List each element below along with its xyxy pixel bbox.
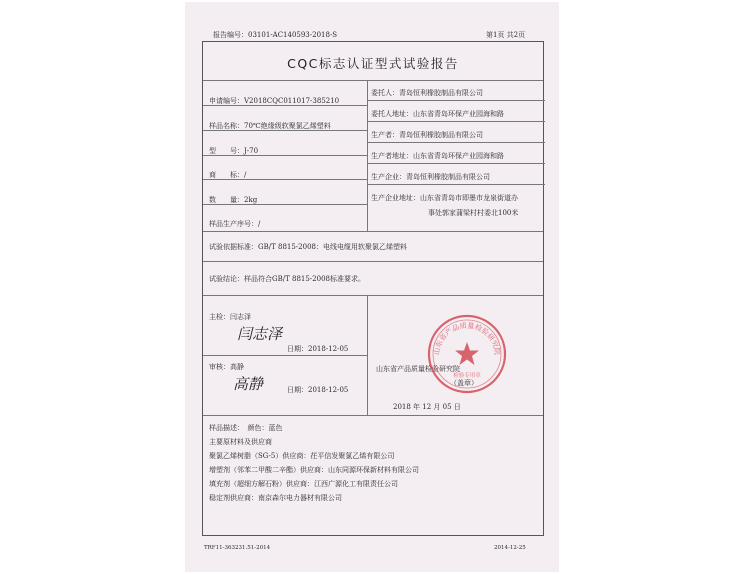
official-seal xyxy=(426,313,508,395)
sample-color: 样品描述： 颜色：蓝色 xyxy=(209,424,283,432)
rule-conclusion xyxy=(203,295,543,296)
rule-title xyxy=(203,80,543,81)
rule-approval-mid xyxy=(203,355,367,356)
rule-right-4 xyxy=(367,163,545,164)
rule-right-1 xyxy=(367,100,545,101)
page-number: 第1页 共2页 xyxy=(486,31,526,39)
supplier-stabilizer: 稳定剂供应商：南京森尔电力器材有限公司 xyxy=(209,494,342,502)
sample-quantity: 数 量：2kg xyxy=(209,196,258,204)
producer-address: 生产者地址：山东省青岛环保产业园海和路 xyxy=(371,152,504,160)
test-standard: 试验依据标准：GB/T 8815-2008：电线电缆用软聚氯乙烯塑料 xyxy=(209,243,407,251)
rule-info xyxy=(203,231,543,232)
seal-note: （盖章） xyxy=(450,379,478,387)
client: 委托人：青岛恒利橡胶制品有限公司 xyxy=(371,89,483,97)
factory-address-cont: 事处郭家蒲梁村村委北100米 xyxy=(428,209,519,217)
sample-model: 型 号：J-70 xyxy=(209,147,259,155)
sample-trademark: 商 标：/ xyxy=(209,171,247,179)
chief-date: 日期：2018-12-05 xyxy=(287,345,349,353)
report-form xyxy=(202,41,544,536)
rule-right-3 xyxy=(367,142,545,143)
seal-subtext: 检验专用章 xyxy=(453,373,481,379)
sample-serial: 样品生产序号：/ xyxy=(209,220,261,228)
materials-heading: 主要原材料及供应商 xyxy=(209,438,272,446)
chief-signature: 闫志泽 xyxy=(237,325,283,343)
issue-date: 2018 年 12 月 05 日 xyxy=(393,403,461,411)
factory-address: 生产企业地址：山东省青岛市即墨市龙泉街道办 xyxy=(371,194,518,202)
reviewer-signature: 高静 xyxy=(233,375,264,393)
report-title: CQC标志认证型式试验报告 xyxy=(287,56,459,71)
chief-inspector: 主检：闫志泽 xyxy=(209,313,251,321)
rule-approval xyxy=(203,415,543,416)
issuing-institute: 山东省产品质量检验研究院 xyxy=(376,365,460,373)
reviewer-date: 日期：2018-12-05 xyxy=(287,386,349,394)
seal-star-icon xyxy=(455,342,479,365)
test-conclusion: 试验结论：样品符合GB/T 8815-2008标准要求。 xyxy=(209,275,365,283)
supplier-plasticizer: 增塑剂（邻苯二甲酸二辛酯）供应商：山东同源环保新材料有限公司 xyxy=(209,466,419,474)
rule-right-2 xyxy=(367,121,545,122)
report-number: 报告编号：03101-AC140593-2018-S xyxy=(213,31,338,39)
reviewer: 审核：高静 xyxy=(209,363,244,371)
divider-info xyxy=(367,80,368,231)
rule-right-5 xyxy=(367,184,545,185)
sample-name: 样品名称：70℃绝缘级软聚氯乙烯塑料 xyxy=(209,122,331,130)
rule-basis xyxy=(203,261,543,262)
application-number: 申请编号：V2018CQC011017-385210 xyxy=(209,97,340,105)
producer: 生产者：青岛恒利橡胶制品有限公司 xyxy=(371,131,483,139)
factory: 生产企业：青岛恒利橡胶制品有限公司 xyxy=(371,173,490,181)
divider-approval xyxy=(367,295,368,415)
supplier-pvc: 聚氯乙烯树脂（SG-5）供应商：茌平信发聚氯乙烯有限公司 xyxy=(209,452,395,460)
form-date: 2014-12-25 xyxy=(494,545,526,551)
supplier-filler: 填充剂（超细方解石粉）供应商：江西广源化工有限责任公司 xyxy=(209,480,398,488)
seal-text-arc: 山东省产品质量检验研究院 xyxy=(431,320,503,356)
form-code: TRF11-363231.51-2014 xyxy=(204,545,271,551)
client-address: 委托人地址：山东省青岛环保产业园海和路 xyxy=(371,110,504,118)
